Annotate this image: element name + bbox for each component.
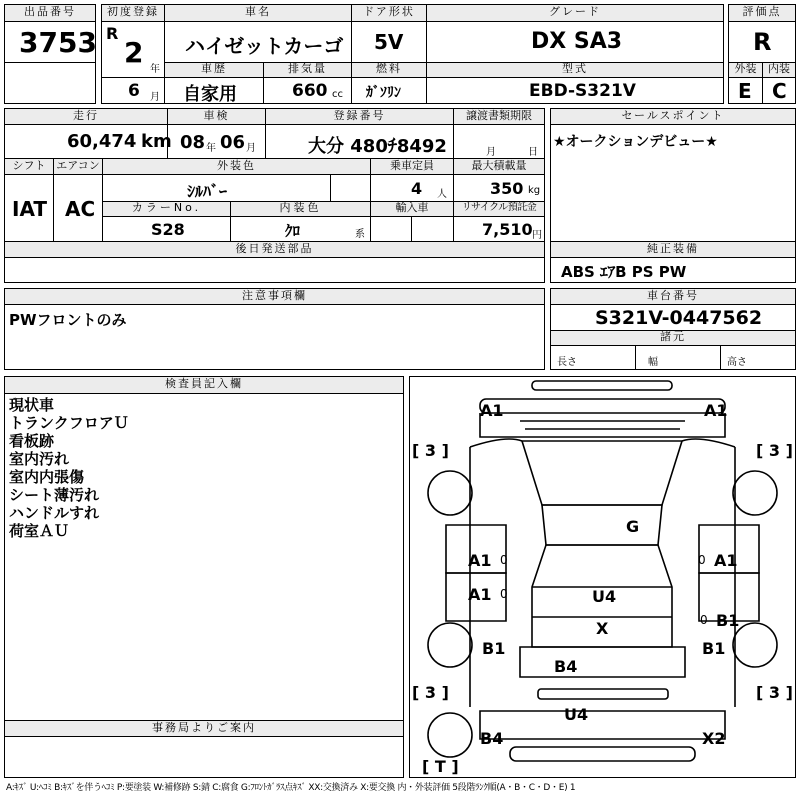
inspector-note: 室内汚れ [9,450,70,468]
inspection-label: 車検 [167,108,266,125]
capacity-unit: 人 [437,189,447,200]
score-cell [728,21,796,63]
mark-bottom-left-3: [ 3 ] [412,683,449,702]
reg-number: 大分 480ﾁ8492 [308,136,447,157]
displacement-unit: cc [332,89,343,100]
month-unit: 月 [150,92,160,103]
grade: DX SA3 [531,29,623,54]
mileage-unit: km [141,131,172,152]
insp-year-unit: 年 [206,143,216,154]
inspector-note: シート薄汚れ [9,486,100,504]
fuel-cell [351,77,427,104]
chassis-cell [550,304,796,331]
mark-floor-u: U4 [592,587,617,606]
displacement-cell [263,77,352,104]
mark-cargo: B4 [554,657,578,676]
ext-color: ｼﾙﾊﾞｰ [187,182,228,201]
transfer-label: 譲渡書類期限 [453,108,545,125]
notes: PWフロントのみ [9,311,127,329]
legend: A:ｷｽﾞ U:ﾍｺﾐ B:ｷｽﾞを伴うﾍｺﾐ P:要塗装 W:補修跡 S:錆 C:腐食 G:ﾌﾛﾝﾄｶﾞﾗｽ点ｷｽﾞ XX:交換済み X:要交換 内・外装評価 5段階ﾗﾝｸ順(A・B・C・D・E) 1 [6,783,576,793]
import-cell-b [411,216,454,242]
int-color-cell [230,216,371,242]
inspector-note: 荷室ＡＵ [9,522,70,540]
door-label: ドア形状 [351,4,427,22]
model-cell [426,77,724,104]
inspector-note: ハンドルすれ [9,504,100,522]
inspector-notes [4,393,404,721]
mark-left-door1-o: 0 [500,553,508,567]
import-cell-a [370,216,412,242]
capacity: 4 [411,179,423,198]
exterior-cell [728,77,763,104]
color-no-label: カラーNo. [102,201,231,217]
insp-month: 06 [220,132,246,153]
maxload: 350 [490,179,524,198]
capacity-cell [370,174,454,202]
options-cell [550,257,796,283]
fuel: ｶﾞｿﾘﾝ [366,85,401,101]
width-cell [635,345,721,370]
recycle-label: リサイクル預託金 [453,201,545,217]
reg-month: 6 [128,81,140,101]
lot-number-cell [4,21,96,63]
mark-trunk: [ T ] [422,757,459,776]
exterior-grade: E [738,79,752,103]
lot-number-blank [4,62,96,104]
insp-year: 08 [180,132,206,153]
length-cell [550,345,636,370]
mark-left-door1: A1 [468,551,492,570]
first-reg-label: 初度登録 [101,4,165,22]
sales-point: ★オークションデビュー★ [553,134,718,150]
history: 自家用 [183,84,237,105]
year-unit: 年 [150,64,160,75]
mark-roof: G [626,517,640,536]
shift-cell [4,174,54,242]
mark-left-door2: A1 [468,585,492,604]
score-label: 評価点 [728,4,796,22]
maxload-unit: kg [528,185,541,196]
length-label: 長さ [557,357,577,368]
maxload-label: 最大積載量 [453,158,545,175]
ext-color-label: 外装色 [102,158,371,175]
recycle: 7,510 [482,220,533,239]
recycle-cell [453,216,545,242]
sales-point-cell [550,124,796,242]
mark-top-left-3: [ 3 ] [412,441,449,460]
inspector-note: 現状車 [9,396,55,414]
options: ABS ｴｱB PS PW [561,263,687,281]
grade-label: グレード [426,4,724,22]
displacement-label: 排気量 [263,62,352,78]
int-color-unit: 系 [355,229,365,240]
mileage-cell [4,124,172,159]
displacement: 660 [292,81,328,101]
maxload-cell [453,174,545,202]
fuel-label: 燃料 [351,62,427,78]
capacity-label: 乗車定員 [370,158,454,175]
reg-year: 2 [124,36,144,69]
mark-front-left: A1 [480,401,504,420]
mark-left-door2-o: 0 [500,587,508,601]
reg-number-label: 登録番号 [265,108,454,125]
office-cell [4,736,404,778]
first-reg-month-cell [101,77,165,104]
interior-grade: C [772,79,787,103]
ac-label: エアコン [53,158,103,175]
mark-right-door1-o: 0 [698,553,706,567]
mark-rear-u: U4 [564,705,589,724]
score: R [753,28,772,56]
transfer-cell [453,124,545,159]
shift-label: シフト [4,158,54,175]
mark-rear-left: B4 [480,729,504,748]
car-name-label: 車名 [164,4,352,22]
first-reg-year-cell [101,21,165,78]
width-label: 幅 [648,357,658,368]
color-no-cell [102,216,231,242]
int-color: ｸﾛ [285,222,301,240]
insp-month-unit: 月 [246,143,256,154]
car-name-cell [164,21,352,63]
mileage: 60,474 [67,131,137,152]
model: EBD-S321V [529,81,636,101]
notes-label: 注意事項欄 [4,288,545,305]
grade-cell [426,21,724,63]
door-type: 5V [374,30,404,54]
mark-right-door2-o: 0 [700,613,708,627]
inspection-cell [167,124,266,159]
mark-right-door2: B1 [716,611,740,630]
options-label: 純正装備 [550,241,796,258]
mark-floor-x: X [596,619,609,638]
transfer-month-unit: 月 [486,147,496,158]
office-label: 事務局よりご案内 [4,720,404,737]
interior-cell [762,77,796,104]
chassis-number: S321V-0447562 [595,307,763,329]
car-name: ハイゼットカーゴ [185,34,344,58]
car-outline-icon [410,377,795,777]
mark-rear-right: X2 [702,729,726,748]
interior-label: 内装 [762,62,796,78]
notes-cell [4,304,545,370]
color-no: S28 [151,220,185,239]
ac-cell [53,174,103,242]
exterior-label: 外装 [728,62,763,78]
ext-color-cell [102,174,331,202]
door-cell [351,21,427,63]
shift: IAT [12,197,48,221]
mark-right-door1: A1 [714,551,738,570]
lot-number: 3753 [19,26,97,59]
reg-number-cell [265,124,454,159]
car-diagram [409,376,796,778]
mark-right-rear: B1 [702,639,726,658]
sales-point-label: セールスポイント [550,108,796,125]
import-label: 輸入車 [370,201,454,217]
mileage-label: 走行 [4,108,168,125]
recycle-unit: 円 [532,230,542,241]
dims-label: 諸元 [550,330,796,346]
mark-front-right: A1 [704,401,728,420]
later-parts-label: 後日発送部品 [4,241,545,258]
height-label: 高さ [727,357,747,368]
ac: AC [65,197,96,221]
ext-color-blank [330,174,371,202]
mark-bottom-right-3: [ 3 ] [756,683,793,702]
inspector-note: トランクフロアＵ [9,414,129,432]
inspector-note: 看板跡 [9,432,55,450]
era: R [106,24,119,43]
chassis-label: 車台番号 [550,288,796,305]
inspector-note: 室内内張傷 [9,468,85,486]
transfer-day-unit: 日 [528,147,538,158]
model-label: 型式 [426,62,724,78]
height-cell [720,345,796,370]
history-label: 車歴 [164,62,264,78]
mark-left-rear: B1 [482,639,506,658]
history-cell [164,77,264,104]
mark-top-right-3: [ 3 ] [756,441,793,460]
lot-number-label: 出品番号 [4,4,96,22]
later-parts-cell [4,257,545,283]
int-color-label: 内装色 [230,201,371,217]
inspector-label: 検査員記入欄 [4,376,404,394]
